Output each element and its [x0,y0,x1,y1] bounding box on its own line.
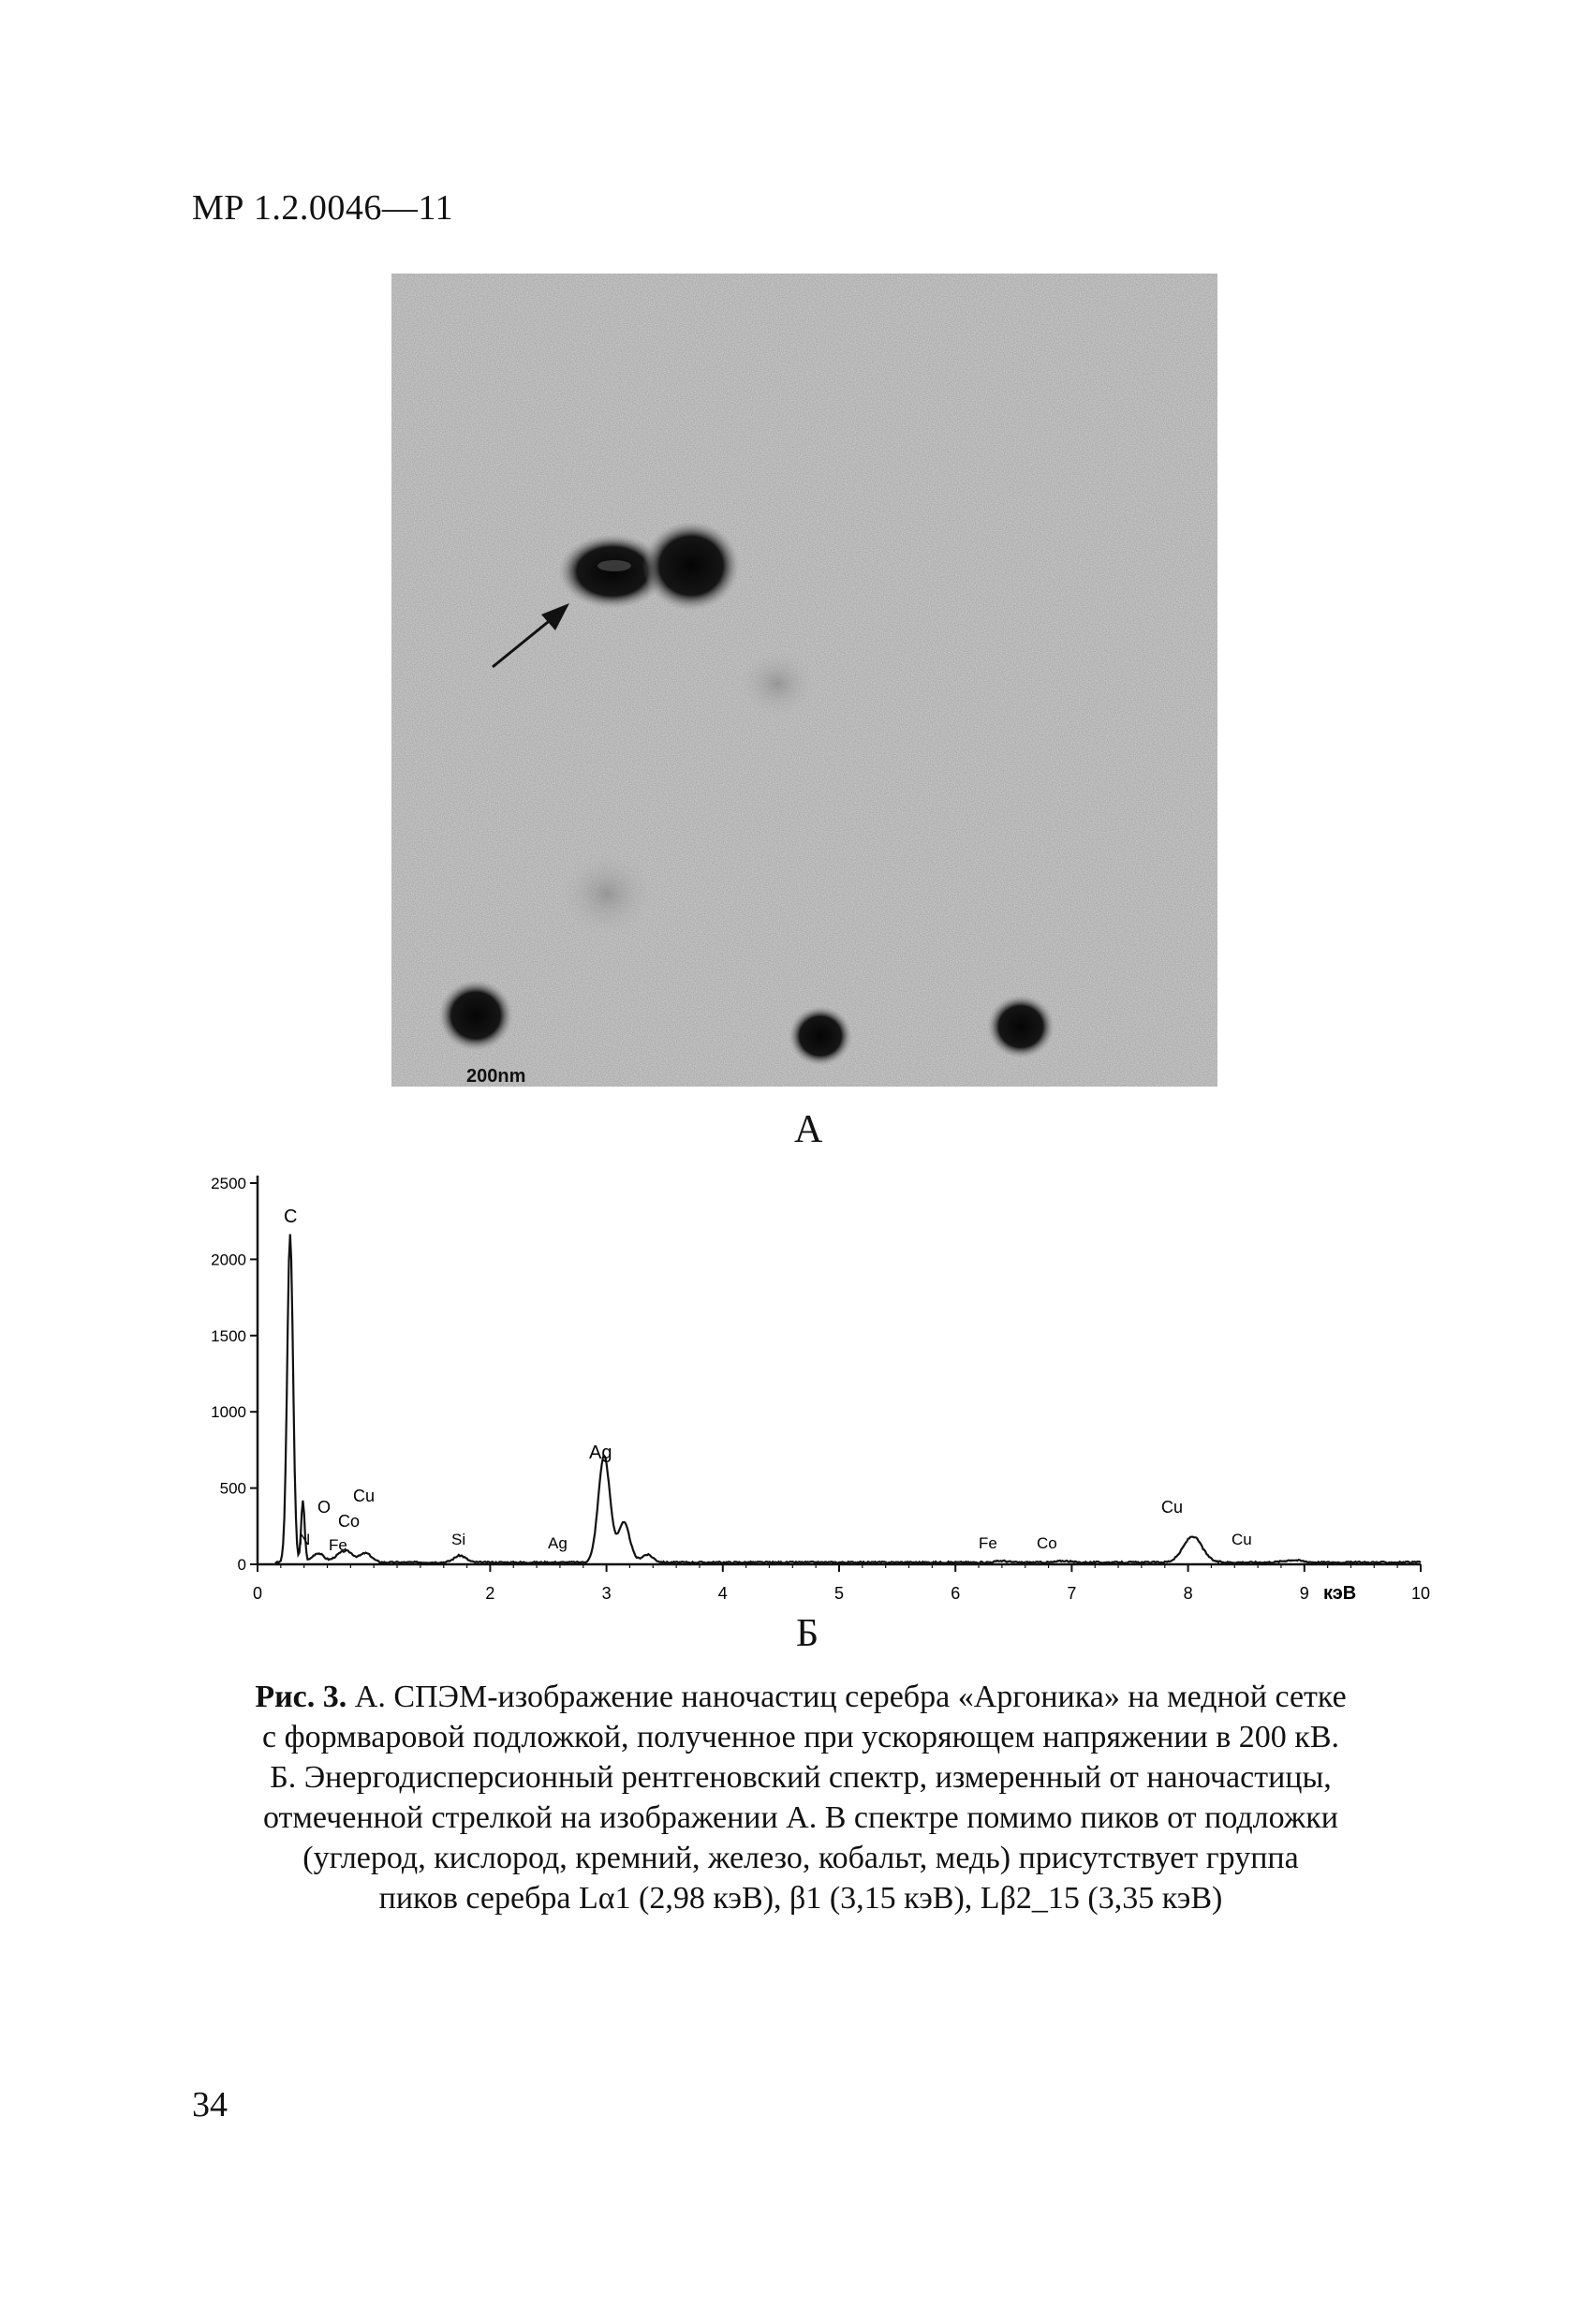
peak-label-cu2: Cu [1161,1498,1184,1517]
y-tick-label: 1500 [211,1326,246,1345]
y-tick-label: 2500 [211,1175,246,1192]
y-ticks [211,1175,258,1574]
stem-micrograph [391,274,1217,1087]
x-tick-label: 10 [1410,1584,1431,1603]
x-tick-label: 5 [833,1584,845,1603]
peak-label-co2: Co [1037,1534,1057,1552]
caption-line-6: пиков серебра Lα1 (2,98 кэВ), β1 (3,15 кэВ), Lβ2_15 (3,35 кэВ) [378,1881,1223,1916]
x-tick-label: 8 [1183,1584,1193,1603]
caption-line-2: с формваровой подложкой, полученное при ускоряющем напряжении в 200 кВ. [262,1720,1339,1754]
peak-label-co1: Co [338,1512,361,1531]
x-ticks [253,1564,1430,1603]
caption-line-3: Б. Энергодисперсионный рентгеновский спектр, измеренный от наночастицы, [270,1760,1332,1795]
document-code: МР 1.2.0046—11 [192,188,454,228]
peak-label-fe1: Fe [329,1536,347,1554]
peak-label-n: N [299,1531,311,1548]
x-tick-label: 0 [252,1584,263,1603]
caption-line-5: (углерод, кислород, кремний, железо, кобальт, медь) присутствует группа [302,1841,1299,1875]
edx-spectrum-chart [192,1166,1447,1625]
caption-line-1: Рис. 3. А. СПЭМ-изображение наночастиц серебра «Аргоника» на медной сетке [255,1680,1347,1714]
peak-label-ag-main: Ag [589,1443,612,1463]
spectrum-line [275,1235,1421,1563]
caption-line-4: отмеченной стрелкой на изображении А. В спектре помимо пиков от подложки [263,1800,1338,1835]
panel-a-label: А [794,1108,823,1151]
nanoparticle [789,1006,852,1066]
haze-spot [735,646,819,721]
nanoparticle [438,980,513,1051]
x-tick-label: 4 [717,1584,728,1603]
x-axis-unit: кэВ [1323,1583,1357,1604]
panel-b-label: Б [796,1612,819,1655]
peak-label-cu3: Cu [1232,1531,1252,1548]
peak-label-o: O [317,1498,332,1517]
nanoparticle [987,995,1055,1058]
page-number: 34 [192,2085,228,2124]
figure-number: Рис. 3. [255,1680,347,1714]
peak-label-fe2: Fe [979,1534,997,1552]
y-tick-label: 500 [219,1479,246,1498]
x-tick-label: 9 [1299,1584,1309,1603]
y-tick-label: 0 [237,1556,246,1574]
x-tick-label: 2 [485,1584,495,1603]
scale-bar-label: 200nm [466,1066,526,1087]
y-tick-label: 1000 [211,1403,246,1422]
haze-spot [555,847,658,940]
peak-label-c: C [284,1206,298,1227]
peak-label-si: Si [451,1531,466,1548]
x-tick-label: 7 [1067,1584,1077,1603]
peak-label-ag-small: Ag [548,1534,568,1552]
x-tick-label: 6 [951,1584,961,1603]
x-tick-label: 3 [601,1584,612,1603]
peak-label-cu1: Cu [353,1487,376,1505]
figure-caption [192,1677,1409,1918]
y-tick-label: 2000 [211,1251,246,1269]
